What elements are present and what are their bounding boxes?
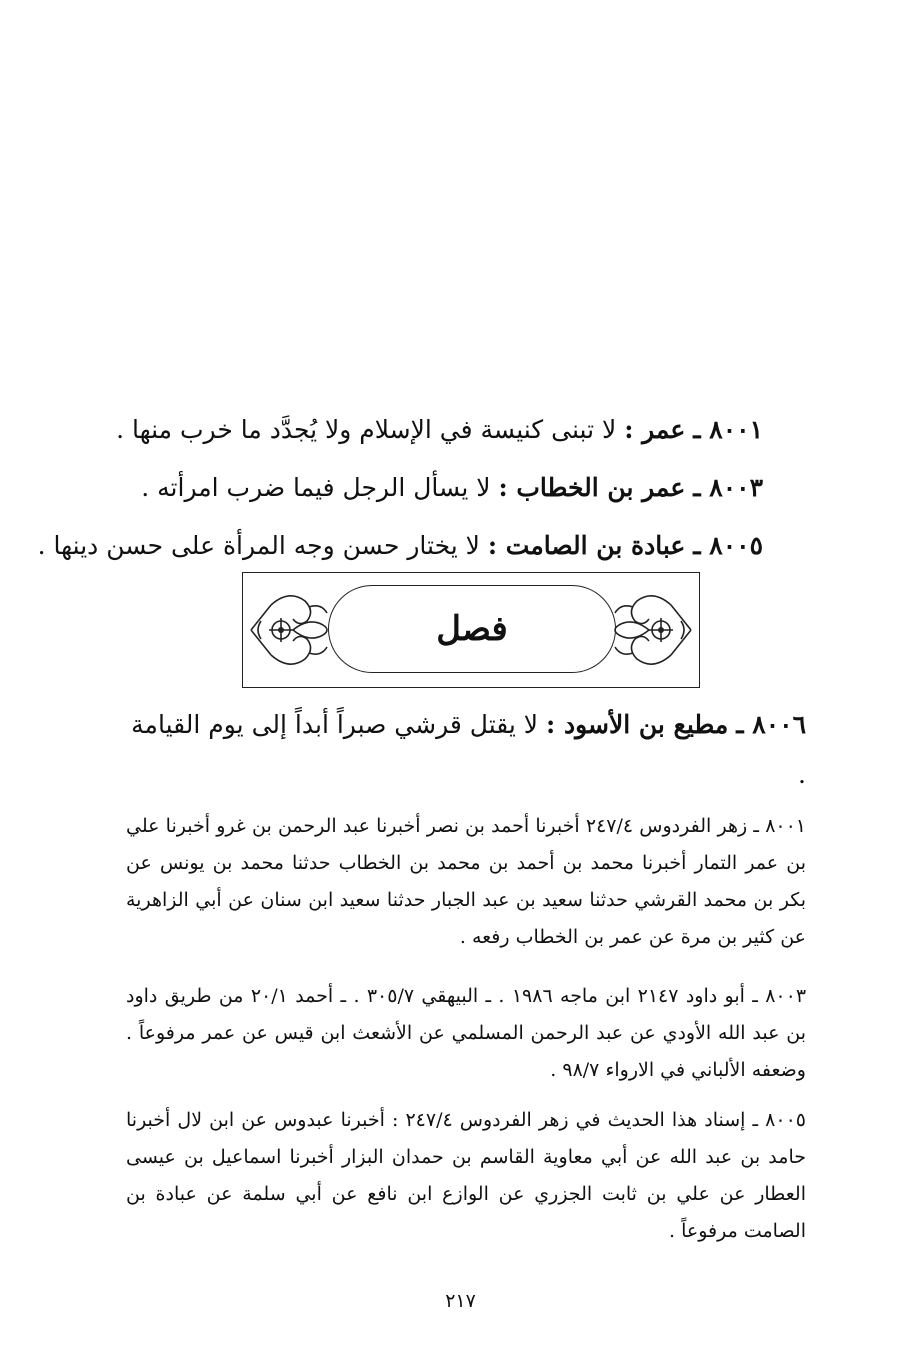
- hadith-narrator: عمر :: [624, 415, 686, 444]
- hadith-text: لا تبنى كنيسة في الإسلام ولا يُجدَّد ما خرب منها .: [116, 415, 617, 444]
- footnote-8001: ٨٠٠١ ـ زهر الفردوس ٢٤٧/٤ أخبرنا أحمد بن نصر أخبرنا عبد الرحمن بن غرو أخبرنا علي بن عمر التمار أخبرنا محمد بن أحمد بن محمد بن الخطاب حدثنا محمد بن يونس عن بكر بن محمد القرشي حدثنا سعيد بن عبد الجبار حدثنا سعيد ابن سنان عن أبي الزاهرية عن كثير بن مرة عن عمر بن الخطاب رفعه .: [126, 815, 807, 948]
- hadith-number: ٨٠٠٥ ـ: [693, 531, 763, 560]
- hadith-text: لا يختار حسن وجه المرأة على حسن دينها .: [37, 531, 480, 560]
- hadith-8005: [37, 524, 763, 568]
- section-title-cartouche: [328, 585, 616, 673]
- hadith-number: ٨٠٠١ ـ: [693, 415, 763, 444]
- hadith-narrator: مطيع بن الأسود :: [546, 710, 729, 739]
- section-heading-frame: [242, 572, 700, 688]
- hadith-number: ٨٠٠٦ ـ: [736, 710, 806, 739]
- section-title: فصل: [436, 609, 508, 649]
- arabesque-ornament-icon: [609, 587, 693, 673]
- hadith-8006: [126, 700, 806, 800]
- arabesque-ornament-icon: [249, 587, 333, 673]
- hadith-8003: [123, 466, 763, 510]
- footnote-8003: ٨٠٠٣ ـ أبو داود ٢١٤٧ ابن ماجه ١٩٨٦ . ـ البيهقي ٣٠٥/٧ . ـ أحمد ٢٠/١ من طريق داود بن عبد الله الأودي عن عبد الرحمن المسلمي عن الأشعث ابن قيس عن عمر مرفوعاً . وضعفه الألباني في الارواء ٩٨/٧ .: [126, 985, 807, 1081]
- hadith-8001: [116, 408, 763, 452]
- hadith-narrator: عبادة بن الصامت :: [487, 531, 686, 560]
- hadith-narrator: عمر بن الخطاب :: [498, 473, 686, 502]
- hadith-text: لا يسأل الرجل فيما ضرب امرأته .: [141, 473, 491, 502]
- footnote-8005: ٨٠٠٥ ـ إسناد هذا الحديث في زهر الفردوس ٢٤٧/٤ : أخبرنا عبدوس عن ابن لال أخبرنا حامد بن عبد الله عن أبي معاوية القاسم بن حمدان البزار أخبرنا اسماعيل بن عيسى العطار عن علي بن ثابت الجزري عن الوازع ابن نافع عن أبي سلمة عن عبادة بن الصامت مرفوعاً .: [126, 1109, 806, 1242]
- hadith-number: ٨٠٠٣ ـ: [693, 473, 763, 502]
- page-number: ٢١٧: [445, 1290, 476, 1312]
- hadith-text: لا يقتل قرشي صبراً أبداً إلى يوم القيامة .: [131, 710, 806, 789]
